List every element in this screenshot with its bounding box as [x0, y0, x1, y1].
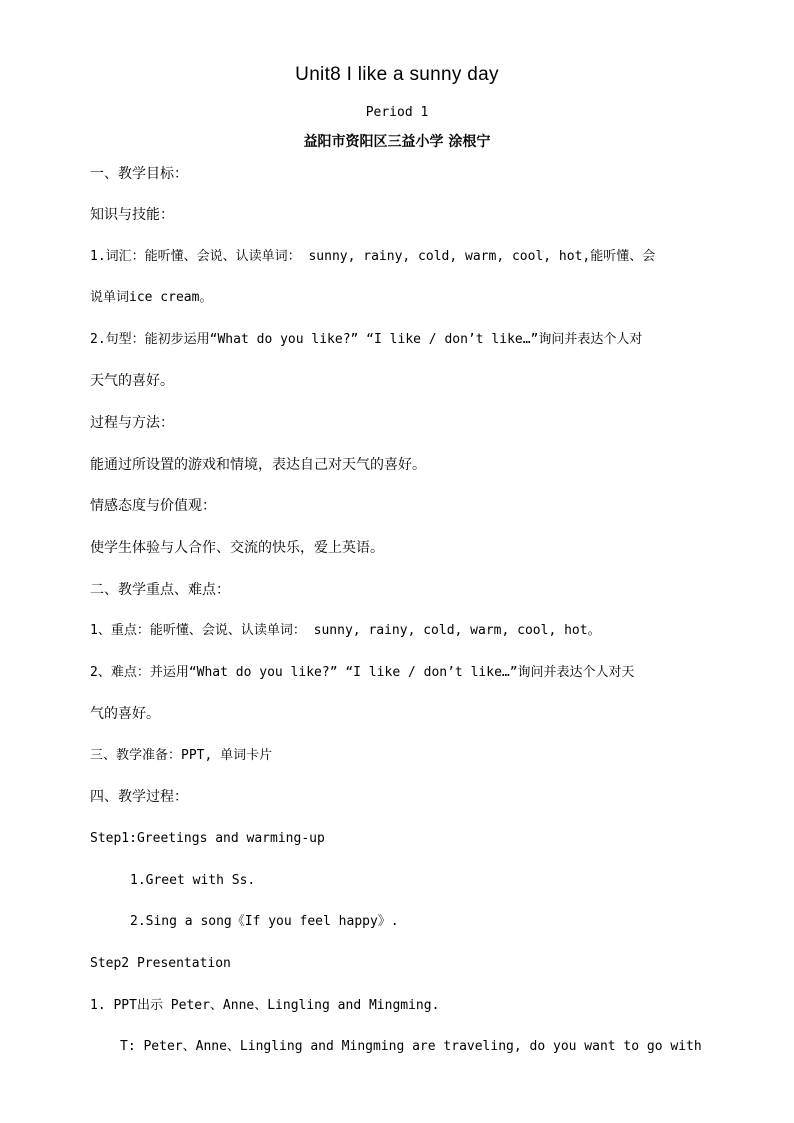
author-line: 益阳市资阳区三益小学 涂根宁 — [303, 134, 491, 150]
step-item: 1.Greet with Ss. — [130, 873, 256, 888]
period-label: Period 1 — [365, 105, 429, 120]
section-heading-process: 四、教学过程： — [90, 789, 188, 805]
section-heading-preparation: 三、教学准备：PPT, 单词卡片 — [90, 748, 273, 763]
paragraph-line: 1.词汇：能听懂、会说、认读单词： sunny, rainy, cold, warm, cool, hot,能听懂、会 — [90, 249, 656, 264]
step-heading: Step1:Greetings and warming-up — [90, 831, 325, 846]
paragraph-line: 天气的喜好。 — [90, 373, 174, 389]
subheading-process-method: 过程与方法： — [90, 415, 174, 431]
paragraph-line: 使学生体验与人合作、交流的快乐，爱上英语。 — [90, 540, 384, 556]
paragraph-line: 2.句型：能初步运用“What do you like?” “I like / don’t like…”询问并表达个人对 — [90, 332, 643, 347]
paragraph-line: 2、难点：并运用“What do you like?” “I like / don’t like…”询问并表达个人对天 — [90, 665, 635, 680]
section-heading-objectives: 一、教学目标： — [90, 166, 188, 182]
paragraph-line: 说单词ice cream。 — [90, 290, 213, 305]
step-item: 1. PPT出示 Peter、Anne、Lingling and Mingming. — [90, 998, 440, 1013]
document-title: Unit8 I like a sunny day — [295, 64, 499, 85]
step-heading: Step2 Presentation — [90, 956, 231, 971]
section-heading-key-points: 二、教学重点、难点： — [90, 582, 230, 598]
paragraph-line: 气的喜好。 — [90, 706, 160, 722]
paragraph-line: 1、重点：能听懂、会说、认读单词： sunny, rainy, cold, warm, cool, hot。 — [90, 623, 601, 638]
paragraph-line: T: Peter、Anne、Lingling and Mingming are traveling, do you want to go with — [120, 1039, 702, 1054]
paragraph-line: 能通过所设置的游戏和情境，表达自己对天气的喜好。 — [90, 457, 426, 473]
step-item: 2.Sing a song《If you feel happy》. — [130, 914, 399, 929]
subheading-attitude-values: 情感态度与价值观： — [90, 498, 216, 514]
subheading-knowledge-skills: 知识与技能： — [90, 207, 174, 223]
